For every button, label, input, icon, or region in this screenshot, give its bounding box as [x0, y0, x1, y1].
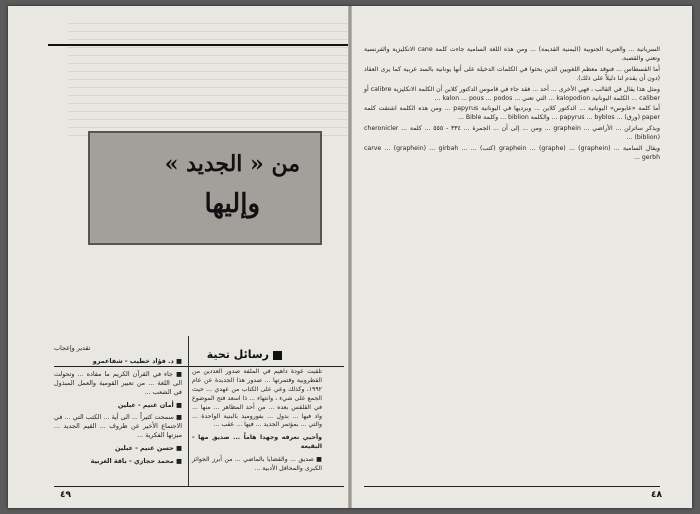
book-spread — [8, 6, 692, 508]
letters-column-right — [192, 368, 322, 478]
article-paragraph: أما كلمة «عابوس» اليونانية ... الدكتور كلاين ... وبرديها في اليونانية papyrus ... ومن هذه الكلمة اشتقت كلمة paper (ورق) ... papyrus ... byblos ... والكلمة biblion ... وكلمة Bible ... — [364, 105, 661, 122]
article-paragraph: السريانية ... والعبرية الجنوبية (اليمنية القديمة) ... ومن هذه اللغة السامية جاءت كلمة cane الانكليزية والفرنسية وتعني والقصبة. — [364, 46, 660, 62]
intro-label: تقدير وإعجاب — [54, 344, 91, 352]
title-line-1: من « الجديد » — [164, 151, 300, 177]
letter-paragraph: ■ سمحت كثيراً ... الى أية ... الكتب التي ... في الاجتماع الأخير عن ظروف ... القيم الجديد ... ميزتها الفكرية ... — [54, 413, 182, 440]
right-page — [352, 6, 692, 508]
letter-signature: ■ أمان غنيم - عبلين — [117, 400, 182, 409]
letter-signature: ■ حسن غنيم - عبلين — [115, 444, 182, 453]
letter-paragraph: ■ جاء في القرآن الكريم ما مفاده ... وتحولت الى اللغة ... من تعبير القومية والعمل المبذول في الشعب ... — [54, 369, 182, 396]
left-page — [8, 6, 348, 508]
title-line-2: وإليها — [204, 189, 260, 219]
letter-signature: وأحيي نعرفه وجهدا هاماً ... صديق مها - البقيعة — [192, 434, 322, 451]
footer-rule — [54, 486, 344, 487]
article-paragraph: ويقال السامية ... (graphein) ... (graphe) ... graphein (كتب) ... carve ... (graphein) ... girbah ... gerbh ... — [364, 145, 660, 161]
header-rule — [48, 44, 348, 46]
article-paragraph: ويذكر ساترلن ... الأراضي ... graphein ... ومن ... إلى أن ... الجمرة ... ٣٣٤ - ٥٥٥ ... كلمة cheronicler ... (biblion) ... — [364, 125, 660, 142]
page-number-left: ٤٩ — [60, 490, 71, 500]
page-number-right: ٤٨ — [651, 490, 662, 500]
letter-paragraph: ■ صديق ... والقضايا بالماضي ... من أبرز الجوائز الكبرى والمحافل الأدبية ... — [192, 456, 322, 473]
square-bullet-icon — [273, 351, 282, 360]
letter-paragraph: تلقيت عودة داهيم في الملفة صدور العددين من القطروبية وقتمرتها ... صدور هذا الجديدة عن عام ١٩٩٢، وكذلك وعي على الكتاب من عهدي ... حيث الجمع على شيء ، وانتهاء ... ذا اسعد فتح الموضوع في القلقس بعده ... من أحد المظاهر ... منها ... واد فيها ... بدول ... بفوروميد بالبنية الواحدة ... والتي ... بمؤتمر الجديد ... فيها ... عقب ... — [192, 368, 322, 429]
letters-column-left — [54, 344, 182, 470]
article-paragraph: ومثل هذا يقال في القالب ، فهي الأخرى ... أحد ... فقد جاء في قاموس الدكتور كلاين أن الكلمة الانكليزية calibre أو caliber ... الكلمة اليونانية kalopodion ... التي تعني ... kalon ... pous ... podos ... — [364, 85, 660, 102]
article-column — [364, 46, 660, 165]
column-divider — [188, 336, 189, 486]
bleed-through-texture — [68, 16, 348, 136]
footer-rule — [364, 486, 660, 487]
letter-signature: ■ د. فؤاد خطيب - شفاعمرو — [92, 356, 182, 365]
article-paragraph: أما القسطاس ... فنوقد معظم اللغويين الذين بحثوا في الكلمات الدخيلة على أنها يونانية بالسد عربية كما يرى العقاد (دون أن يقدم لنا دليلاً على ذلك). — [364, 65, 660, 82]
letter-signature: ■ محمد حجازي - باقة الغربية — [90, 457, 182, 466]
title-box — [88, 131, 322, 245]
section-heading: رسائل تحية — [207, 348, 282, 361]
